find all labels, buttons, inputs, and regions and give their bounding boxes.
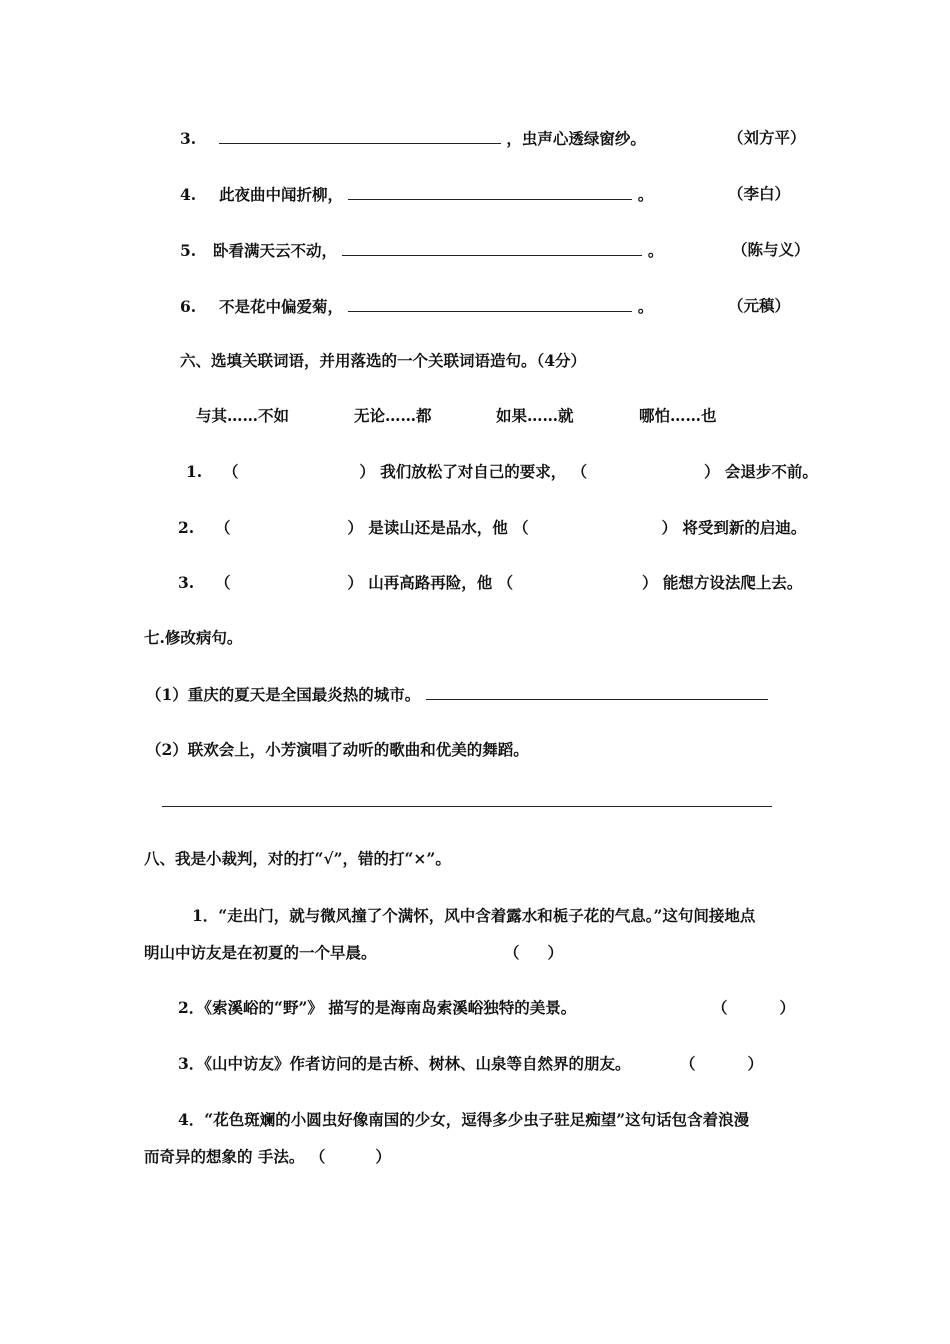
judge-item-2-answer[interactable] (712, 997, 795, 1019)
section-8-title: 八、我是小裁判，对的打“√”，错的打“×”。 (144, 849, 451, 868)
poem-author: （李白） (728, 184, 791, 203)
answer-blank[interactable] (219, 127, 501, 144)
poem-text: 不是花中偏爱菊， (219, 297, 344, 316)
answer-blank[interactable] (342, 239, 642, 256)
poem-number: 4. (180, 185, 197, 204)
poem-number: 6. (180, 297, 197, 316)
close-paren: ） (375, 1147, 391, 1166)
judge-item-4-line-2 (144, 1146, 391, 1168)
poem-text: 卧看满天云不动， (213, 241, 338, 260)
open-paren: （ (497, 573, 514, 592)
conjunction-word: 如果……就 (496, 406, 574, 425)
poem-number: 3. (180, 129, 197, 148)
item-text: 是读山还是品水，他 (368, 518, 508, 537)
item-number: 1. (186, 462, 203, 481)
judge-item-1-line-1: 1．“走出门，就与微风撞了个满怀，风中含着露水和栀子花的气息。”这句间接地点 (192, 906, 756, 925)
open-paren: （ (513, 518, 529, 537)
conjunction-word: 哪怕……也 (639, 406, 717, 425)
item-text: 我们放松了对自己的要求， (380, 462, 567, 481)
poem-line-5 (180, 239, 663, 262)
section-6-title: 六、选填关联词语，并用落选的一个关联词语造句。（4分） (180, 351, 587, 370)
judge-item-4-line-1: 4．“花色斑斓的小圆虫好像南国的少女，逗得多少虫子驻足痴望”这句话包含着浪漫 (178, 1110, 750, 1129)
item-text: 会退步不前。 (724, 462, 818, 481)
close-paren: ） (747, 1054, 764, 1073)
fill-item-1 (186, 461, 818, 483)
open-paren: （ (223, 462, 239, 481)
poem-text: ，虫声心透绿窗纱。 (506, 129, 646, 148)
open-paren: （ (215, 573, 231, 592)
conjunction-word: 与其……不如 (196, 406, 290, 425)
poem-author: （陈与义） (732, 240, 810, 259)
open-paren: （ (680, 1054, 696, 1073)
open-paren: （ (215, 518, 231, 537)
judge-item-1-line-2: 明山中访友是在初夏的一个早晨。 (144, 943, 377, 962)
answer-blank[interactable] (426, 683, 768, 700)
answer-line[interactable] (162, 806, 772, 807)
fill-item-3 (178, 572, 802, 594)
close-paren: ） (661, 518, 678, 537)
fill-item-2 (178, 517, 806, 539)
poem-text: 。 (637, 185, 654, 204)
correction-item-2: （2）联欢会上，小芳演唱了动听的歌曲和优美的舞蹈。 (146, 740, 529, 759)
judge-item-2: 2．《索溪峪的“野”》 描写的是海南岛索溪峪独特的美景。 (178, 998, 577, 1017)
judge-item-3-answer[interactable] (680, 1053, 763, 1075)
conjunction-word: 无论……都 (354, 406, 432, 425)
section-7-title: 七.修改病句。 (144, 628, 243, 647)
item-text: （1）重庆的夏天是全国最炎热的城市。 (146, 685, 421, 704)
poem-author: （元稹） (728, 296, 791, 315)
item-text: 能想方设法爬上去。 (662, 573, 803, 592)
poem-text: 。 (647, 241, 664, 260)
poem-line-3 (180, 127, 646, 150)
open-paren: （ (504, 943, 520, 962)
item-text: 将受到新的启迪。 (682, 518, 807, 537)
open-paren: （ (309, 1147, 326, 1166)
poem-text: 。 (637, 297, 654, 316)
correction-item-1 (146, 683, 768, 706)
judge-item-3: 3．《山中访友》作者访问的是古桥、树林、山泉等自然界的朋友。 (178, 1054, 631, 1073)
item-text: 山再高路再险，他 (368, 573, 493, 592)
close-paren: ） (642, 573, 658, 592)
open-paren: （ (571, 462, 588, 481)
answer-blank[interactable] (348, 295, 632, 312)
poem-author: （刘方平） (728, 128, 806, 147)
close-paren: ） (347, 518, 363, 537)
item-number: 3. (178, 573, 195, 592)
poem-line-6 (180, 295, 653, 318)
close-paren: ） (359, 462, 375, 481)
poem-line-4 (180, 183, 653, 206)
poem-text: 此夜曲中闻折柳， (219, 185, 344, 204)
answer-blank[interactable] (348, 183, 632, 200)
close-paren: ） (779, 998, 796, 1017)
close-paren: ） (704, 462, 720, 481)
judge-item-1-answer[interactable] (504, 942, 563, 964)
poem-number: 5. (180, 241, 197, 260)
item-number: 2. (178, 518, 195, 537)
close-paren: ） (547, 943, 564, 962)
item-text: 而奇异的想象的 手法。 (144, 1147, 305, 1166)
open-paren: （ (712, 998, 728, 1017)
close-paren: ） (347, 573, 363, 592)
